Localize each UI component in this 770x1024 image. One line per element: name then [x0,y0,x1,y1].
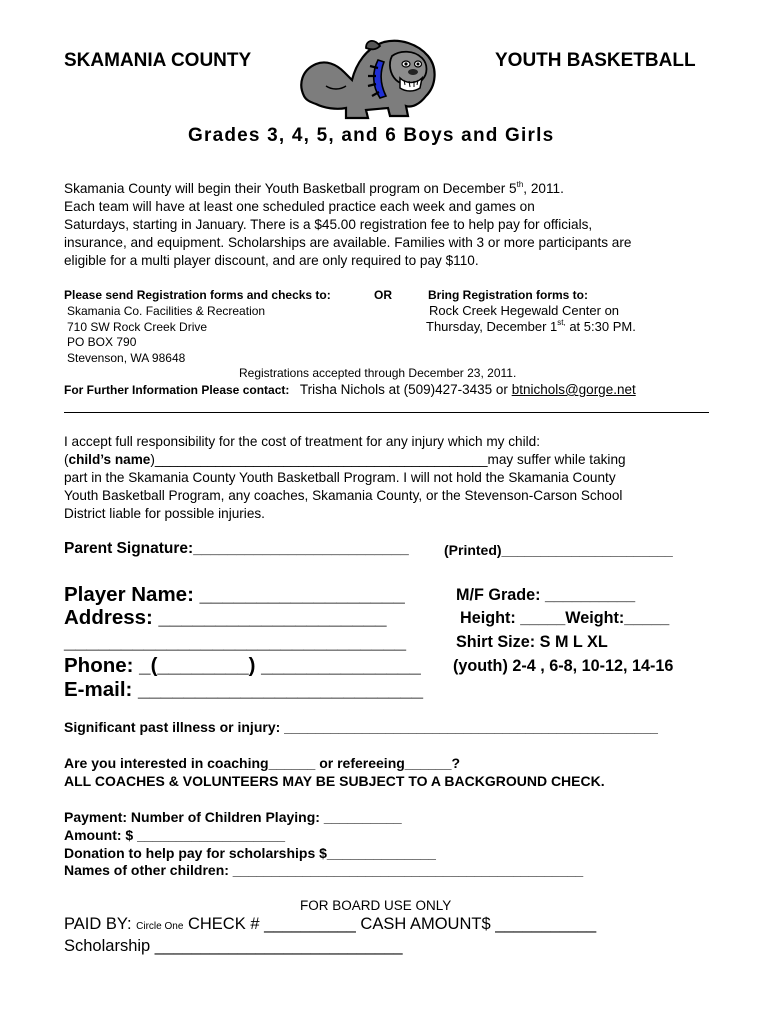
intro-line-4: insurance, and equipment. Scholarships are available. Families with 3 or more participants are [64,235,632,250]
bring-date: Thursday, December $1^{st,}$ at 5:30 PM. [426,318,636,334]
contact-line [64,381,636,399]
payment-field[interactable]: Payment: Number of Children Playing: __________ [64,809,402,825]
email-field[interactable]: E-mail: _________________________ [64,678,424,701]
header-left-title: SKAMANIA COUNTY [64,50,252,71]
contact-text: Trisha Nichols at (509)427-3435 or [299,382,512,397]
bulldog-mascot-icon [296,34,440,122]
scholarship-field[interactable]: Scholarship ___________________________ [64,937,403,955]
coaching-field[interactable]: Are you interested in coaching______ or refereeing______? [64,755,461,771]
youth-sizes-label: (youth) 2-4 , 6-8, 10-12, 14-16 [453,657,674,675]
illness-field[interactable]: Significant past illness or injury: ________________________________________________ [64,719,658,735]
waiver-line-3: part in the Skamania County Youth Basketball Program. I will not hold the Skamania County [64,470,616,485]
address-line-2-field[interactable]: ______________________________ [64,630,407,653]
height-weight-field[interactable]: Height: _____Weight:_____ [460,609,670,627]
board-use-heading: FOR BOARD USE ONLY [300,898,452,913]
intro-line-2: Each team will have at least one scheduled practice each week and games on [64,199,535,214]
paid-by-line: PAID BY: Circle One CHECK # __________ CASH AMOUNT$ ___________ [64,915,597,933]
phone-field[interactable]: Phone: _(________) ______________ [64,654,421,677]
waiver-line-1: I accept full responsibility for the cost of treatment for any injury which my child: [64,434,540,449]
or-label: OR [374,288,392,302]
address-line-1: Skamania Co. Facilities & Recreation [67,304,266,318]
waiver-line-4: Youth Basketball Program, any coaches, Skamania County, or the Stevenson-Carson School [64,488,623,503]
bring-heading: Bring Registration forms to: [428,288,589,302]
other-children-field[interactable]: Names of other children: _____________________________________________ [64,862,584,878]
page-title: Grades 3, 4, 5, and 6 Boys and Girls [188,125,555,146]
waiver-line-5: District liable for possible injuries. [64,506,265,521]
send-heading: Please send Registration forms and checks to: [64,288,331,302]
contact-label: For Further Information Please contact: [64,383,290,397]
address-line-2: 710 SW Rock Creek Drive [67,320,208,334]
gender-grade-field[interactable]: M/F Grade: __________ [456,586,636,604]
section-divider [64,412,709,413]
shirt-size-field[interactable]: Shirt Size: S M L XL [456,633,608,651]
intro-line-1: Skamania County will begin their Youth Basketball program on December 5th, 2011. [64,180,564,196]
intro-line-3: Saturdays, starting in January. There is a $45.00 registration fee to help pay for officials, [64,217,593,232]
address-field[interactable]: Address: ____________________ [64,606,387,629]
bring-location: Rock Creek Hegewald Center on [429,303,620,318]
address-line-3: PO BOX 790 [67,335,137,349]
player-name-field[interactable]: Player Name: __________________ [64,583,405,606]
waiver-line-2: (child’s name)____________________________________________may suffer while taking [64,452,626,467]
parent-signature-field[interactable]: Parent Signature:_________________________ [64,540,409,557]
intro-line-5: eligible for a multi player discount, and are only required to pay $110. [64,253,479,268]
registration-deadline: Registrations accepted through December 23, 2011. [239,366,517,380]
donation-field[interactable]: Donation to help pay for scholarships $______________ [64,845,436,861]
amount-field[interactable]: Amount: $ ___________________ [64,827,286,843]
background-check-notice: ALL COACHES & VOLUNTEERS MAY BE SUBJECT TO A BACKGROUND CHECK. [64,773,605,789]
address-line-4: Stevenson, WA 98648 [67,351,186,365]
header-right-title: YOUTH BASKETBALL [495,50,696,71]
printed-name-field[interactable]: (Printed)______________________ [444,542,673,558]
contact-email-link[interactable]: btnichols@gorge.net [511,382,636,397]
